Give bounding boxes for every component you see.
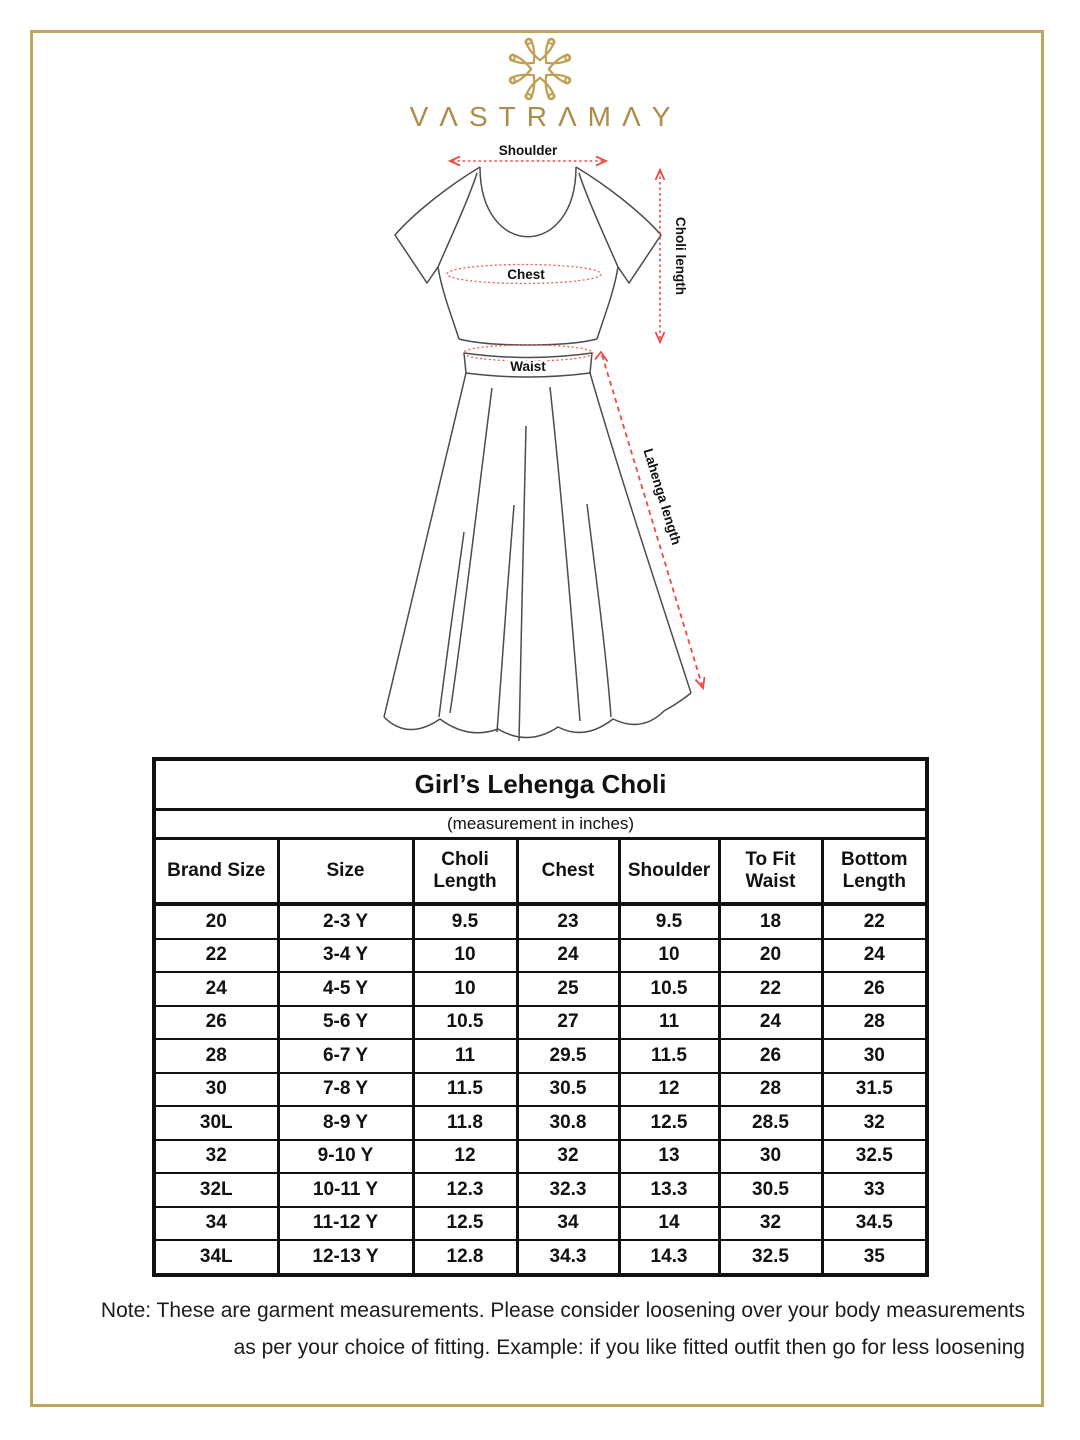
table-cell: 10 [619, 939, 719, 973]
table-cell: 31.5 [822, 1073, 927, 1107]
table-cell: 11-12 Y [278, 1207, 413, 1241]
table-cell: 14 [619, 1207, 719, 1241]
size-table-header-row [154, 839, 927, 905]
table-cell: 32 [719, 1207, 822, 1241]
shoulder-label: Shoulder [498, 143, 558, 158]
table-cell: 30 [822, 1039, 927, 1073]
table-cell: 34 [154, 1207, 278, 1241]
size-table-body [154, 904, 927, 1275]
table-title: Girl’s Lehenga Choli [154, 759, 927, 810]
table-cell: 12.3 [413, 1173, 517, 1207]
table-cell: 7-8 Y [278, 1073, 413, 1107]
table-cell: 10.5 [413, 1006, 517, 1040]
table-cell: 11.5 [413, 1073, 517, 1107]
table-cell: 29.5 [517, 1039, 619, 1073]
table-cell: 30.5 [517, 1073, 619, 1107]
table-cell: 26 [822, 972, 927, 1006]
table-cell: 26 [154, 1006, 278, 1040]
table-cell: 10.5 [619, 972, 719, 1006]
chest-label: Chest [507, 267, 545, 282]
table-cell: 12.5 [413, 1207, 517, 1241]
table-cell: 11 [413, 1039, 517, 1073]
table-cell: 4-5 Y [278, 972, 413, 1006]
table-cell: 34 [517, 1207, 619, 1241]
table-cell: 28 [822, 1006, 927, 1040]
table-cell: 12.5 [619, 1106, 719, 1140]
column-header: To Fit Waist [719, 839, 822, 905]
table-cell: 10 [413, 939, 517, 973]
table-cell: 11.5 [619, 1039, 719, 1073]
table-row [154, 972, 927, 1006]
table-cell: 12 [413, 1140, 517, 1174]
table-cell: 34.5 [822, 1207, 927, 1241]
table-cell: 12-13 Y [278, 1240, 413, 1275]
table-cell: 32 [154, 1140, 278, 1174]
table-cell: 32L [154, 1173, 278, 1207]
table-cell: 9-10 Y [278, 1140, 413, 1174]
table-cell: 12 [619, 1073, 719, 1107]
measurement-note [40, 1292, 1025, 1366]
table-cell: 20 [154, 904, 278, 939]
size-table-container [152, 757, 928, 1277]
table-cell: 23 [517, 904, 619, 939]
column-header: Chest [517, 839, 619, 905]
column-header: Choli Length [413, 839, 517, 905]
table-cell: 26 [719, 1039, 822, 1073]
table-cell: 10 [413, 972, 517, 1006]
table-cell: 30.8 [517, 1106, 619, 1140]
lehenga-length-arrow [595, 352, 705, 688]
table-cell: 9.5 [619, 904, 719, 939]
column-header: Brand Size [154, 839, 278, 905]
table-cell: 10-11 Y [278, 1173, 413, 1207]
table-row [154, 1106, 927, 1140]
table-cell: 24 [822, 939, 927, 973]
table-cell: 30 [719, 1140, 822, 1174]
table-cell: 28 [719, 1073, 822, 1107]
table-cell: 11.8 [413, 1106, 517, 1140]
table-cell: 30.5 [719, 1173, 822, 1207]
table-cell: 32.5 [822, 1140, 927, 1174]
table-cell: 9.5 [413, 904, 517, 939]
table-row [154, 904, 927, 939]
table-cell: 12.8 [413, 1240, 517, 1275]
table-row [154, 1039, 927, 1073]
table-row [154, 1073, 927, 1107]
table-cell: 33 [822, 1173, 927, 1207]
table-cell: 22 [154, 939, 278, 973]
column-header: Size [278, 839, 413, 905]
table-cell: 28.5 [719, 1106, 822, 1140]
table-cell: 14.3 [619, 1240, 719, 1275]
table-cell: 28 [154, 1039, 278, 1073]
column-header: Bottom Length [822, 839, 927, 905]
table-cell: 20 [719, 939, 822, 973]
column-header: Shoulder [619, 839, 719, 905]
table-cell: 6-7 Y [278, 1039, 413, 1073]
table-cell: 34.3 [517, 1240, 619, 1275]
table-cell: 3-4 Y [278, 939, 413, 973]
table-cell: 34L [154, 1240, 278, 1275]
table-cell: 27 [517, 1006, 619, 1040]
table-cell: 24 [154, 972, 278, 1006]
table-subtitle: (measurement in inches) [154, 810, 927, 839]
table-row [154, 939, 927, 973]
table-cell: 32.3 [517, 1173, 619, 1207]
table-cell: 18 [719, 904, 822, 939]
table-row [154, 1173, 927, 1207]
table-cell: 35 [822, 1240, 927, 1275]
table-cell: 13.3 [619, 1173, 719, 1207]
table-cell: 5-6 Y [278, 1006, 413, 1040]
table-cell: 25 [517, 972, 619, 1006]
note-line-2: as per your choice of fitting. Example: if you like fitted outfit then go for less loosening [233, 1336, 1025, 1359]
size-table [152, 757, 929, 1277]
table-cell: 24 [719, 1006, 822, 1040]
table-cell: 2-3 Y [278, 904, 413, 939]
table-cell: 22 [719, 972, 822, 1006]
table-row [154, 1240, 927, 1275]
table-cell: 32.5 [719, 1240, 822, 1275]
garment-diagram [380, 140, 730, 754]
table-cell: 8-9 Y [278, 1106, 413, 1140]
choli-length-label: Choli length [673, 217, 688, 295]
choli-length-arrow [656, 170, 665, 342]
waist-label: Waist [510, 359, 546, 374]
note-line-1: Note: These are garment measurements. Please consider loosening over your body measurements [100, 1299, 1025, 1322]
choli-outline [395, 167, 661, 345]
lehenga-outline [384, 353, 691, 741]
table-cell: 22 [822, 904, 927, 939]
lehenga-length-label: Lahenga length [640, 446, 685, 547]
brand-wordmark: VΛSTRΛMΛY [409, 101, 682, 132]
table-cell: 30L [154, 1106, 278, 1140]
table-row [154, 1006, 927, 1040]
brand-logo-icon [504, 34, 576, 104]
table-cell: 24 [517, 939, 619, 973]
table-cell: 11 [619, 1006, 719, 1040]
table-cell: 13 [619, 1140, 719, 1174]
table-row [154, 1140, 927, 1174]
table-cell: 30 [154, 1073, 278, 1107]
table-row [154, 1207, 927, 1241]
table-cell: 32 [517, 1140, 619, 1174]
table-cell: 32 [822, 1106, 927, 1140]
